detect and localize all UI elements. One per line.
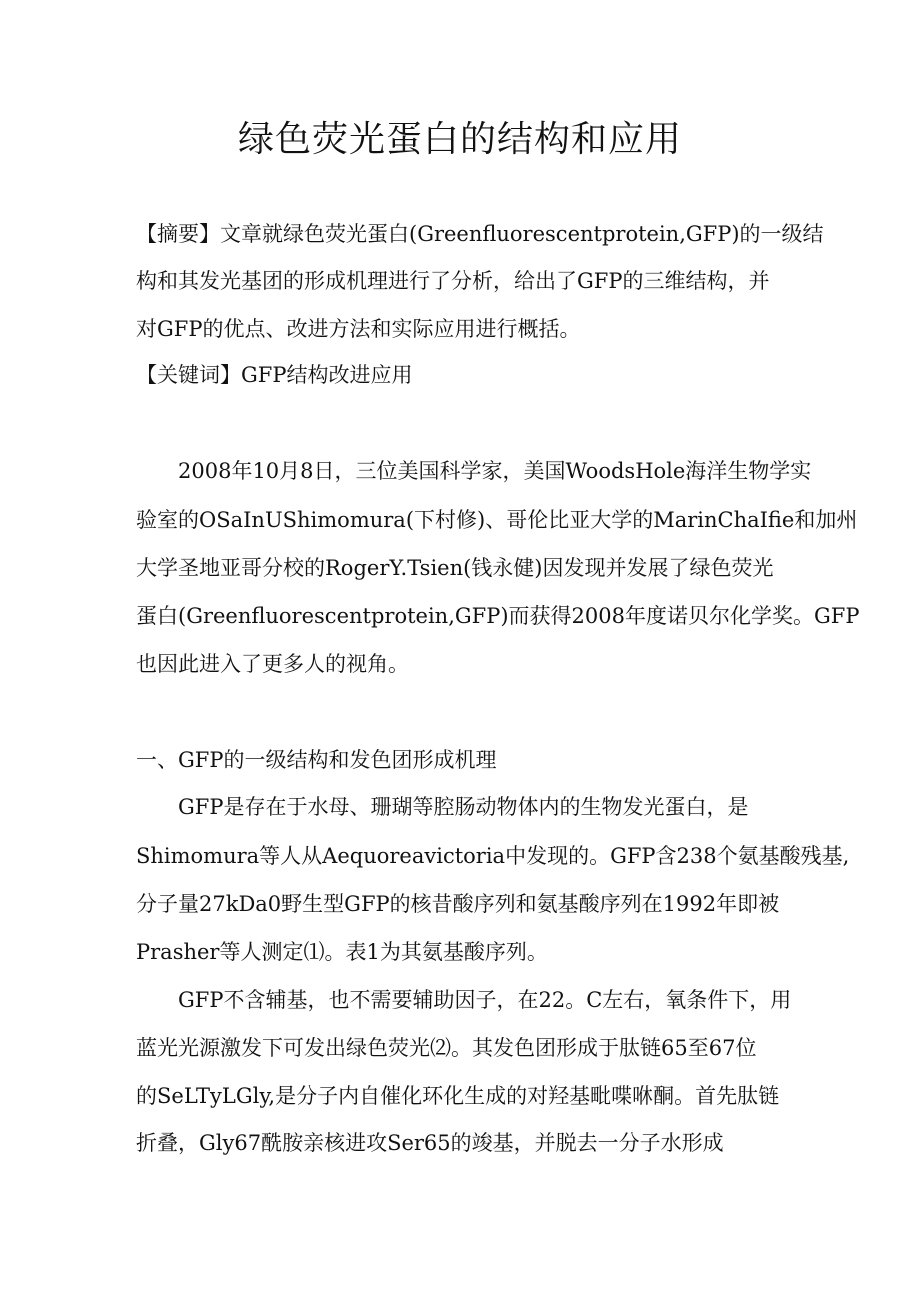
section1-p2-line-4: 折叠，Gly67酰胺亲核进攻Ser65的竣基，并脱去一分子水形成	[136, 1131, 724, 1155]
section1-line-4: Prasher等人测定⑴。表1为其氨基酸序列。	[136, 940, 548, 964]
document-title: 绿色荧光蛋白的结构和应用	[237, 119, 682, 160]
intro-line-1: 2008年10月8日，三位美国科学家，美国WoodsHole海洋生物学实	[178, 459, 812, 483]
section1-p2-line-1: GFP不含辅基，也不需要辅助因子，在22。C左右，氧条件下，用	[178, 988, 792, 1012]
abstract-line-2: 构和其发光基团的形成机理进行了分析，给出了GFP的三维结构，并	[136, 269, 770, 293]
section1-line-3: 分子量27kDa0野生型GFP的核昔酸序列和氨基酸序列在1992年即被	[136, 892, 780, 916]
section1-line-1: GFP是存在于水母、珊瑚等腔肠动物体内的生物发光蛋白，是	[178, 795, 749, 819]
intro-line-2: 验室的OSaInUShimomura(下村修)、哥伦比亚大学的MarinChaIfie和加州	[136, 508, 858, 532]
keywords-line: 【关键词】GFP结构改进应用	[136, 363, 413, 387]
section-heading-1: 一、GFP的一级结构和发色团形成机理	[136, 748, 497, 772]
intro-line-5: 也因此进入了更多人的视角。	[136, 652, 409, 676]
intro-line-3: 大学圣地亚哥分校的RogerY.Tsien(钱永健)因发现并发展了绿色荧光	[136, 556, 774, 580]
abstract-line-1: 【摘要】文章就绿色荧光蛋白(Greenfluorescentprotein,GFP)的一级结	[136, 222, 824, 246]
intro-line-4: 蛋白(Greenfluorescentprotein,GFP)而获得2008年度诺贝尔化学奖。GFP	[136, 604, 860, 628]
section1-line-2: Shimomura等人从Aequoreavictoria中发现的。GFP含238个氨基酸残基,	[136, 844, 850, 868]
section1-p2-line-3: 的SeLTyLGly,是分子内自催化环化生成的对羟基毗喋咻酮。首先肽链	[136, 1084, 780, 1108]
section1-p2-line-2: 蓝光光源激发下可发出绿色荧光⑵。其发色团形成于肽链65至67位	[136, 1036, 757, 1060]
abstract-line-3: 对GFP的优点、改进方法和实际应用进行概括。	[136, 317, 581, 341]
